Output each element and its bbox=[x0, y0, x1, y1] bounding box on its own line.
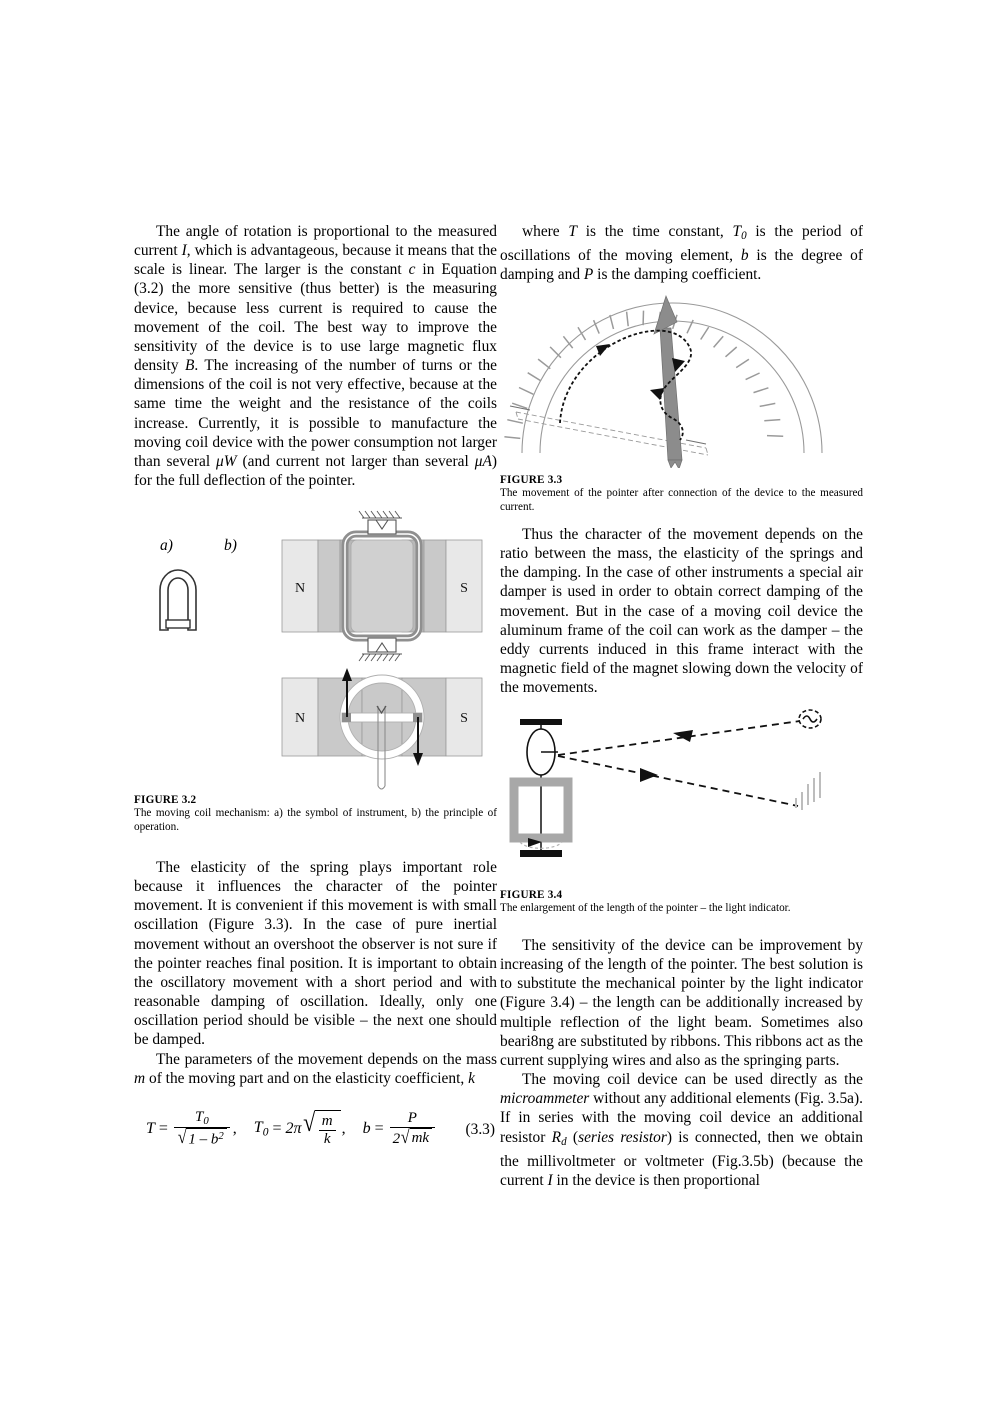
figure-3-3-graphic bbox=[500, 288, 863, 468]
light-beam-reflected bbox=[558, 756, 798, 806]
paragraph-elasticity-of-spring: The elasticity of the spring plays important role because it influences the character of the pointer movement. It is convenient if this movement is with small oscillation (Figure 3.3). In the case of pure inertial movement without an overshoot the observer is not sure if the pointer reaches final position. It is important to obtain the oscillatory movement with a short period and with reasonable damping of oscillation. Ideally, only one oscillation period should be visible – the next one should be damped. bbox=[134, 859, 497, 1049]
meter-pointer bbox=[654, 296, 682, 468]
eq-term-T0: $T_0$ bbox=[253, 1119, 269, 1139]
figure-3-3-caption: FIGURE 3.3 The movement of the pointer after connection of the device to the measured current. bbox=[500, 474, 863, 513]
equation-3-3-expression: T = $T_0$ √ $1 - b^2$ , $T_0$ = 2π √ $\frac{m}{k}$ , b = P 2 √ mk bbox=[146, 1093, 437, 1165]
right-column bbox=[500, 222, 864, 1189]
right-column-middle-text bbox=[500, 525, 863, 697]
pole-label-south-bottom: S bbox=[460, 711, 468, 726]
figure-3-2-caption-block bbox=[134, 794, 497, 834]
equation-3-3-block bbox=[134, 1093, 497, 1165]
magnet-coil-top-view bbox=[282, 668, 482, 789]
figure-3-4-caption-block bbox=[500, 889, 863, 916]
equation-3-3-number: (3.3) bbox=[465, 1121, 495, 1138]
figure-3-3-caption-block bbox=[500, 474, 863, 514]
top-pivot-bearing bbox=[368, 520, 396, 534]
figure-3-3-label: FIGURE 3.3 bbox=[500, 474, 563, 486]
figure-3-2-svg bbox=[130, 510, 497, 793]
figure-3-2-part-b-label: b) bbox=[224, 537, 237, 554]
figure-3-3-svg bbox=[500, 288, 863, 468]
eq-root-m-over-k: √ $\frac{m}{k}$ bbox=[302, 1110, 341, 1148]
left-column bbox=[134, 222, 498, 1087]
beam-arrow-incident bbox=[673, 730, 693, 742]
bottom-mount bbox=[520, 850, 562, 857]
light-beam-incident bbox=[558, 721, 800, 755]
bottom-pivot-bearing bbox=[368, 638, 396, 652]
eq-fraction-T-over-root: $T_0$ √ $1 - b^2$ bbox=[174, 1109, 230, 1149]
pole-label-north-bottom: N bbox=[294, 711, 306, 726]
figure-3-4-label: FIGURE 3.4 bbox=[500, 889, 563, 901]
light-scale-screen bbox=[796, 772, 820, 810]
scale-ticks bbox=[504, 311, 783, 439]
eq-fraction-P-over-2root-mk: P 2 √ mk bbox=[390, 1110, 435, 1148]
figure-3-2-caption: FIGURE 3.2 The moving coil mechanism: a) the symbol of instrument, b) the principle of operation. bbox=[134, 794, 497, 833]
light-source-icon bbox=[799, 710, 821, 728]
paragraph-angle-of-rotation: The angle of rotation is proportional to the measured current I, which is advantageous, because it means that the scale is linear. The larger is the constant c in Equation (3.2) the more sensitive (thus better) is the measuring device, because less current is required to cause the movement of the coil. The best way to improve the sensitivity of the device is to use large magnetic flux density B. The increasing of the number of turns or the dimensions of the coil is not very effective, because at the same time the weight and the resistance of the coils increase. Currently, it is possible to manufacture the moving coil device with the power consumption not larger than several μW (and current not larger than several μA) for the full deflection of the pointer. bbox=[134, 223, 498, 490]
figure-3-4-svg bbox=[500, 706, 863, 876]
figure-3-4-graphic bbox=[500, 706, 863, 876]
figure-3-4-caption: FIGURE 3.4 The enlargement of the length of the pointer – the light indicator. bbox=[500, 889, 791, 915]
left-column-lower-text bbox=[134, 858, 497, 1088]
magnet-coil-side-view bbox=[282, 511, 482, 661]
right-column-lower-text bbox=[500, 936, 863, 1190]
figure-3-2-graphic bbox=[130, 510, 497, 793]
paragraph-where-T-is: where T is the time constant, $T_0$ is the period of oscillations of the moving element, b is the degree of damping and P is the damping coefficient. bbox=[500, 223, 863, 284]
eq-term-b: b bbox=[362, 1120, 371, 1137]
paragraph-parameters-of-movement: The parameters of the movement depends on the mass m of the moving part and on the elasticity coefficient, k bbox=[134, 1050, 497, 1087]
paragraph-moving-coil-microammeter: The moving coil device can be used directly as the microammeter without any additional elements (Fig. 3.5a). If in series with the moving coil device an additional resistor $R_d$ (series resistor) is connected, then we obtain the millivoltmeter or voltmeter (Fig.3.5b) (because the current I in the device is then proportional bbox=[500, 1071, 864, 1189]
paragraph-thus-the-character: Thus the character of the movement depends on the ratio between the mass, the elasticity of the springs and the damping. In the case of other instruments a special air damper is used in order to obtain correct damping of the movement. But in the case of a moving coil device the aluminum frame of the coil can work as the damper – the eddy currents induced in this frame interact with the magnetic field of the magnet slowing down the velocity of the movements. bbox=[500, 526, 863, 697]
pole-label-north-top: N bbox=[294, 581, 306, 596]
beam-arrow-reflected bbox=[640, 768, 658, 782]
pole-label-south-top: S bbox=[460, 581, 468, 596]
figure-3-2-label: FIGURE 3.2 bbox=[134, 794, 197, 806]
eq-term-2pi: 2π bbox=[285, 1120, 302, 1137]
paragraph-sensitivity-improvement: The sensitivity of the device can be improvement by increasing of the length of the pointer. The best solution is to substitute the mechanical pointer by the light indicator (Figure 3.4) – the length can be additionally increased by multiple reflection of the light beam. Sometimes also beari8ng are substituted by ribbons. This ribbons act as the current supplying wires and also as the springing parts. bbox=[500, 937, 863, 1069]
top-mount bbox=[520, 719, 562, 725]
figure-3-2-part-a-label: a) bbox=[160, 537, 173, 554]
eq-term-T: T bbox=[146, 1120, 155, 1137]
instrument-symbol-icon bbox=[160, 570, 196, 630]
